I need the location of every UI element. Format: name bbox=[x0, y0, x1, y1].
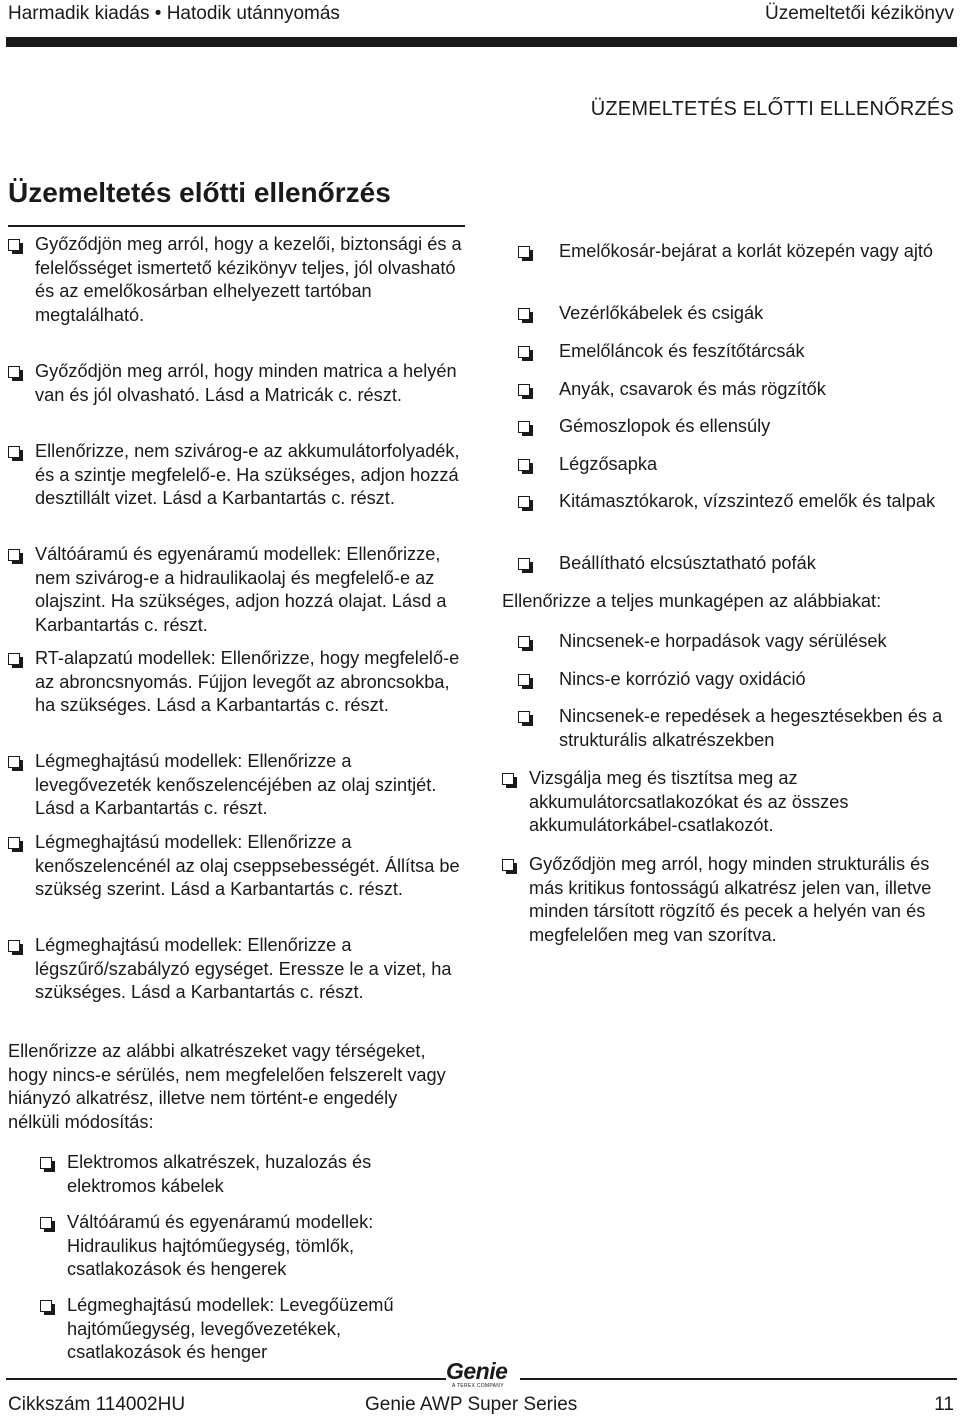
checklist-item-text: Váltóáramú és egyenáramú modellek: Ellenőrizze, nem szivárog-e a hidraulikaolaj és megfelelő-e az olajszint. Ha szükséges, adjon hozzá olajat. Lásd a Karbantartás c. részt. bbox=[35, 544, 447, 635]
checkbox-icon bbox=[518, 636, 530, 648]
checkbox-icon bbox=[8, 756, 20, 768]
checklist-item bbox=[8, 440, 470, 511]
checkbox-icon bbox=[40, 1300, 52, 1312]
checklist-item-text: Kitámasztókarok, vízszintező emelők és talpak bbox=[559, 491, 936, 511]
checklist-item-text: Vezérlőkábelek és csigák bbox=[559, 303, 764, 323]
checklist-item bbox=[518, 378, 953, 402]
checklist-item-text: Győződjön meg arról, hogy minden strukturális és más kritikus fontosságú alkatrész jelen van, illetve minden társított rögzítő és pecek a helyén van és megfelelően meg van szorítva. bbox=[529, 854, 932, 945]
checkbox-icon bbox=[518, 711, 530, 723]
checklist-item-text: Ellenőrizze, nem szivárog-e az akkumulátorfolyadék, és a szintje megfelelő-e. Ha szükséges, adjon hozzá desztillált vizet. Lásd a Karbantartás c. részt. bbox=[35, 441, 460, 508]
checklist-item bbox=[502, 853, 952, 947]
checklist-item bbox=[8, 647, 470, 718]
checklist-item-text: Anyák, csavarok és más rögzítők bbox=[559, 379, 826, 399]
checklist-item-text: Győződjön meg arról, hogy a kezelői, biztonsági és a felelősséget ismertető kézikönyv teljes, jól olvasható és az emelőkosárban elhelyezett tartóban megtalálható. bbox=[35, 234, 462, 325]
checkbox-icon bbox=[8, 239, 20, 251]
checklist-item-text: Vizsgálja meg és tisztítsa meg az akkumulátorcsatlakozókat és az összes akkumulátorkábel-csatlakozót. bbox=[529, 768, 849, 835]
checkbox-icon bbox=[8, 653, 20, 665]
checklist-item-text: Légzősapka bbox=[559, 454, 658, 474]
checklist-item bbox=[518, 552, 953, 576]
inspection-intro-paragraph: Ellenőrizze az alábbi alkatrészeket vagy térségeket, hogy nincs-e sérülés, nem megfelelően felszerelt vagy hiányzó alkatrész, illetve nem történt-e engedély nélküli módosítás: bbox=[8, 1041, 446, 1132]
checklist-item bbox=[502, 767, 952, 838]
checklist-sub-item bbox=[40, 1294, 460, 1365]
checkbox-icon bbox=[8, 549, 20, 561]
title-rule bbox=[8, 225, 465, 227]
checkbox-icon bbox=[518, 346, 530, 358]
checklist-item-text: Gémoszlopok és ellensúly bbox=[559, 416, 771, 436]
checkbox-icon bbox=[518, 496, 530, 508]
checklist-item bbox=[8, 831, 470, 902]
header-rule bbox=[6, 37, 957, 47]
checklist-item bbox=[518, 453, 953, 477]
checkbox-icon bbox=[8, 446, 20, 458]
checkbox-icon bbox=[518, 384, 530, 396]
checkbox-icon bbox=[518, 459, 530, 471]
checklist-item-text: Légmeghajtású modellek: Ellenőrizze a légszűrő/szabályzó egységet. Eressze le a vizet, ha szükséges. Lásd a Karbantartás c. részt. bbox=[35, 935, 452, 1002]
checkbox-icon bbox=[40, 1217, 52, 1229]
header-manual-title: Üzemeltetői kézikönyv bbox=[764, 3, 954, 24]
machine-inspection-paragraph: Ellenőrizze a teljes munkagépen az alábbiakat: bbox=[502, 591, 882, 611]
checklist-item-text: Győződjön meg arról, hogy minden matrica a helyén van és jól olvasható. Lásd a Matricák c. részt. bbox=[35, 361, 457, 405]
header-edition: Harmadik kiadás • Hatodik utánnyomás bbox=[8, 3, 340, 24]
checklist-item bbox=[518, 415, 953, 439]
checkbox-icon bbox=[518, 308, 530, 320]
checkbox-icon bbox=[502, 859, 514, 871]
checkbox-icon bbox=[8, 366, 20, 378]
checklist-sub-item bbox=[518, 630, 953, 654]
checklist-sub-item bbox=[518, 705, 953, 752]
checkbox-icon bbox=[518, 558, 530, 570]
checkbox-icon bbox=[8, 940, 20, 952]
footer-series: Genie AWP Super Series bbox=[365, 1394, 578, 1415]
checklist-item bbox=[8, 934, 470, 1005]
logo-tagline: A TEREX COMPANY bbox=[452, 1383, 504, 1389]
checklist-item-text: Emelőláncok és feszítőtárcsák bbox=[559, 341, 805, 361]
checklist-item bbox=[8, 750, 470, 821]
page-number: 11 bbox=[934, 1394, 954, 1415]
footer-part-number: Cikkszám 114002HU bbox=[8, 1394, 186, 1415]
checklist-item-text: Légmeghajtású modellek: Levegőüzemű hajtóműegység, levegővezetékek, csatlakozások és henger bbox=[67, 1295, 394, 1362]
checklist-item-text: Nincsenek-e horpadások vagy sérülések bbox=[559, 631, 887, 651]
checklist-item-text: Nincs-e korrózió vagy oxidáció bbox=[559, 669, 806, 689]
logo-wordmark: Genie bbox=[446, 1358, 508, 1384]
checkbox-icon bbox=[518, 421, 530, 433]
checklist-item-text: Nincsenek-e repedések a hegesztésekben és a strukturális alkatrészekben bbox=[559, 706, 943, 750]
checkbox-icon bbox=[40, 1157, 52, 1169]
checklist-item-text: Légmeghajtású modellek: Ellenőrizze a kenőszelencénél az olaj cseppsebességét. Állítsa be szükség szerint. Lásd a Karbantartás c. részt. bbox=[35, 832, 460, 899]
checklist-item-text: Váltóáramú és egyenáramú modellek: Hidraulikus hajtóműegység, tömlők, csatlakozások és hengerek bbox=[67, 1212, 374, 1279]
checklist-item bbox=[518, 240, 953, 264]
genie-logo bbox=[446, 1358, 520, 1392]
checkbox-icon bbox=[8, 837, 20, 849]
checklist-item-text: Elektromos alkatrészek, huzalozás és elektromos kábelek bbox=[67, 1152, 372, 1196]
checklist-item-text: RT-alapzatú modellek: Ellenőrizze, hogy megfelelő-e az abroncsnyomás. Fújjon levegőt az abroncsokba, ha szükséges. Lásd a Karbantartás c. részt. bbox=[35, 648, 460, 715]
section-title: ÜZEMELTETÉS ELŐTTI ELLENŐRZÉS bbox=[590, 98, 954, 120]
checkbox-icon bbox=[518, 246, 530, 258]
checklist-item bbox=[518, 490, 953, 514]
checklist-item bbox=[8, 360, 470, 407]
checklist-sub-item bbox=[518, 668, 953, 692]
checklist-item-text: Emelőkosár-bejárat a korlát közepén vagy ajtó bbox=[559, 241, 934, 261]
page-title: Üzemeltetés előtti ellenőrzés bbox=[8, 177, 391, 208]
checkbox-icon bbox=[502, 773, 514, 785]
checklist-sub-item bbox=[40, 1211, 460, 1282]
checklist-item bbox=[518, 340, 953, 364]
checklist-item-text: Légmeghajtású modellek: Ellenőrizze a levegővezeték kenőszelencéjében az olaj szintjét. Lásd a Karbantartás c. részt. bbox=[35, 751, 437, 818]
checkbox-icon bbox=[518, 674, 530, 686]
checklist-item bbox=[8, 233, 470, 327]
checklist-sub-item bbox=[40, 1151, 460, 1198]
checklist-item bbox=[518, 302, 953, 326]
checklist-item-text: Beállítható elcsúsztatható pofák bbox=[559, 553, 816, 573]
checklist-item bbox=[8, 543, 470, 637]
